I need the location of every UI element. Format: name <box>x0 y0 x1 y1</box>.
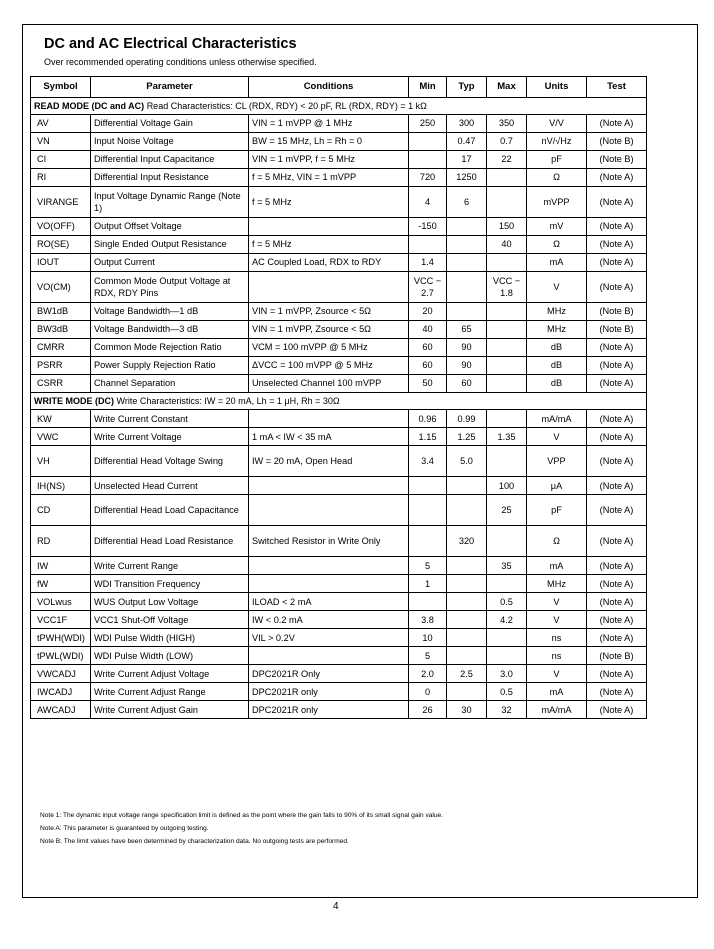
cell-typ <box>447 629 487 647</box>
cell-symbol: VN <box>31 133 91 151</box>
cell-max: 40 <box>487 236 527 254</box>
cell-parameter: Write Current Adjust Gain <box>91 701 249 719</box>
cell-conditions: VCM = 100 mVPP @ 5 MHz <box>249 339 409 357</box>
cell-typ <box>447 477 487 495</box>
table-row <box>31 339 647 357</box>
cell-test: (Note A) <box>587 495 647 526</box>
section-header-write <box>31 393 647 410</box>
cell-test: (Note A) <box>587 218 647 236</box>
cell-parameter: Write Current Voltage <box>91 428 249 446</box>
cell-conditions: f = 5 MHz <box>249 236 409 254</box>
cell-max <box>487 446 527 477</box>
table-row <box>31 593 647 611</box>
cell-units: Ω <box>527 236 587 254</box>
cell-units: MHz <box>527 575 587 593</box>
cell-symbol: VO(CM) <box>31 272 91 303</box>
cell-conditions: BW = 15 MHz, Lh = Rh = 0 <box>249 133 409 151</box>
cell-parameter: Input Noise Voltage <box>91 133 249 151</box>
cell-typ <box>447 557 487 575</box>
header-conditions: Conditions <box>249 77 409 98</box>
cell-test: (Note A) <box>587 339 647 357</box>
cell-min: 1.4 <box>409 254 447 272</box>
cell-symbol: KW <box>31 410 91 428</box>
cell-parameter: Differential Input Capacitance <box>91 151 249 169</box>
cell-parameter: Differential Input Resistance <box>91 169 249 187</box>
cell-min: VCC − 2.7 <box>409 272 447 303</box>
cell-parameter: Write Current Adjust Range <box>91 683 249 701</box>
cell-test: (Note A) <box>587 477 647 495</box>
cell-min: 20 <box>409 303 447 321</box>
header-parameter: Parameter <box>91 77 249 98</box>
cell-typ <box>447 593 487 611</box>
cell-test: (Note A) <box>587 611 647 629</box>
cell-symbol: VH <box>31 446 91 477</box>
cell-test: (Note A) <box>587 169 647 187</box>
table-row <box>31 557 647 575</box>
note-b: Note B: The limit values have been determined by characterization data. No outgoing tests are performed. <box>40 838 349 845</box>
cell-max: 0.7 <box>487 133 527 151</box>
cell-max <box>487 647 527 665</box>
cell-conditions: DPC2021R only <box>249 683 409 701</box>
cell-symbol: IW <box>31 557 91 575</box>
cell-units: dB <box>527 375 587 393</box>
cell-parameter: Write Current Range <box>91 557 249 575</box>
cell-symbol: BW3dB <box>31 321 91 339</box>
cell-parameter: WDI Transition Frequency <box>91 575 249 593</box>
cell-max <box>487 169 527 187</box>
section-label: READ MODE (DC and AC) <box>34 101 145 111</box>
cell-min: 50 <box>409 375 447 393</box>
cell-typ: 5.0 <box>447 446 487 477</box>
cell-typ <box>447 303 487 321</box>
cell-min: 1.15 <box>409 428 447 446</box>
cell-min: 0.96 <box>409 410 447 428</box>
cell-test: (Note A) <box>587 236 647 254</box>
cell-typ <box>447 236 487 254</box>
cell-max <box>487 339 527 357</box>
cell-parameter: WDI Pulse Width (HIGH) <box>91 629 249 647</box>
cell-max <box>487 254 527 272</box>
table-header-row <box>31 77 647 98</box>
table-row <box>31 477 647 495</box>
cell-min: 40 <box>409 321 447 339</box>
cell-max <box>487 357 527 375</box>
cell-conditions: VIN = 1 mVPP, Zsource < 5Ω <box>249 321 409 339</box>
cell-max <box>487 375 527 393</box>
cell-parameter: Output Offset Voltage <box>91 218 249 236</box>
table-row <box>31 683 647 701</box>
cell-symbol: tPWL(WDI) <box>31 647 91 665</box>
cell-test: (Note B) <box>587 321 647 339</box>
cell-min <box>409 526 447 557</box>
cell-min: 4 <box>409 187 447 218</box>
cell-parameter: Write Current Constant <box>91 410 249 428</box>
cell-typ: 17 <box>447 151 487 169</box>
cell-typ: 65 <box>447 321 487 339</box>
cell-typ: 60 <box>447 375 487 393</box>
cell-min: 60 <box>409 357 447 375</box>
cell-min <box>409 477 447 495</box>
cell-symbol: IWCADJ <box>31 683 91 701</box>
cell-conditions: ΔVCC = 100 mVPP @ 5 MHz <box>249 357 409 375</box>
cell-parameter: Channel Separation <box>91 375 249 393</box>
cell-max: 22 <box>487 151 527 169</box>
cell-conditions: VIN = 1 mVPP @ 1 MHz <box>249 115 409 133</box>
table-row <box>31 428 647 446</box>
cell-test: (Note A) <box>587 446 647 477</box>
cell-test: (Note A) <box>587 629 647 647</box>
cell-symbol: VIRANGE <box>31 187 91 218</box>
cell-parameter: Common Mode Rejection Ratio <box>91 339 249 357</box>
cell-units: mA <box>527 557 587 575</box>
cell-test: (Note A) <box>587 410 647 428</box>
cell-typ <box>447 683 487 701</box>
header-max: Max <box>487 77 527 98</box>
table-row <box>31 169 647 187</box>
cell-min: -150 <box>409 218 447 236</box>
cell-conditions: 1 mA < IW < 35 mA <box>249 428 409 446</box>
cell-max: 150 <box>487 218 527 236</box>
cell-max: VCC − 1.8 <box>487 272 527 303</box>
cell-max: 1.35 <box>487 428 527 446</box>
cell-min: 1 <box>409 575 447 593</box>
cell-symbol: CMRR <box>31 339 91 357</box>
cell-symbol: tPWH(WDI) <box>31 629 91 647</box>
table-row <box>31 303 647 321</box>
cell-units: mVPP <box>527 187 587 218</box>
cell-units: V <box>527 665 587 683</box>
cell-typ: 1.25 <box>447 428 487 446</box>
page-number: 4 <box>333 901 339 912</box>
table-row <box>31 187 647 218</box>
cell-units: μA <box>527 477 587 495</box>
cell-conditions <box>249 575 409 593</box>
cell-conditions: VIN = 1 mVPP, Zsource < 5Ω <box>249 303 409 321</box>
cell-parameter: Voltage Bandwidth—3 dB <box>91 321 249 339</box>
cell-test: (Note A) <box>587 701 647 719</box>
cell-min <box>409 593 447 611</box>
header-symbol: Symbol <box>31 77 91 98</box>
cell-test: (Note B) <box>587 647 647 665</box>
cell-conditions <box>249 495 409 526</box>
table-row <box>31 236 647 254</box>
cell-symbol: BW1dB <box>31 303 91 321</box>
cell-units: dB <box>527 339 587 357</box>
table-row <box>31 647 647 665</box>
cell-typ <box>447 495 487 526</box>
cell-test: (Note A) <box>587 115 647 133</box>
cell-test: (Note B) <box>587 303 647 321</box>
cell-min <box>409 236 447 254</box>
cell-units: MHz <box>527 321 587 339</box>
cell-symbol: CD <box>31 495 91 526</box>
cell-max: 3.0 <box>487 665 527 683</box>
cell-test: (Note A) <box>587 187 647 218</box>
cell-max: 0.5 <box>487 593 527 611</box>
table-row <box>31 701 647 719</box>
cell-symbol: PSRR <box>31 357 91 375</box>
cell-symbol: VWC <box>31 428 91 446</box>
cell-conditions: DPC2021R Only <box>249 665 409 683</box>
cell-parameter: Output Current <box>91 254 249 272</box>
table-row <box>31 495 647 526</box>
cell-parameter: WUS Output Low Voltage <box>91 593 249 611</box>
cell-min: 5 <box>409 557 447 575</box>
cell-conditions: VIN = 1 mVPP, f = 5 MHz <box>249 151 409 169</box>
cell-typ: 0.99 <box>447 410 487 428</box>
cell-units: Ω <box>527 169 587 187</box>
section-conditions: Read Characteristics: CL (RDX, RDY) < 20 pF, RL (RDX, RDY) = 1 kΩ <box>146 101 427 111</box>
table-row <box>31 526 647 557</box>
cell-parameter: VCC1 Shut-Off Voltage <box>91 611 249 629</box>
header-test: Test <box>587 77 647 98</box>
cell-parameter: Input Voltage Dynamic Range (Note 1) <box>91 187 249 218</box>
table-row <box>31 375 647 393</box>
write-mode-section <box>31 393 647 719</box>
cell-test: (Note A) <box>587 593 647 611</box>
cell-conditions <box>249 557 409 575</box>
cell-typ: 6 <box>447 187 487 218</box>
cell-test: (Note A) <box>587 272 647 303</box>
cell-parameter: Unselected Head Current <box>91 477 249 495</box>
cell-units: mA <box>527 683 587 701</box>
cell-units: nV/√Hz <box>527 133 587 151</box>
cell-conditions <box>249 218 409 236</box>
cell-test: (Note A) <box>587 557 647 575</box>
cell-test: (Note A) <box>587 575 647 593</box>
cell-test: (Note A) <box>587 665 647 683</box>
cell-conditions: Switched Resistor in Write Only <box>249 526 409 557</box>
cell-conditions: DPC2021R only <box>249 701 409 719</box>
cell-conditions: VIL > 0.2V <box>249 629 409 647</box>
cell-min: 2.0 <box>409 665 447 683</box>
cell-min <box>409 133 447 151</box>
cell-typ: 1250 <box>447 169 487 187</box>
cell-typ <box>447 647 487 665</box>
cell-min: 3.4 <box>409 446 447 477</box>
cell-symbol: VOLwus <box>31 593 91 611</box>
cell-units: ns <box>527 629 587 647</box>
cell-symbol: RI <box>31 169 91 187</box>
cell-parameter: Voltage Bandwidth—1 dB <box>91 303 249 321</box>
cell-conditions <box>249 272 409 303</box>
cell-test: (Note A) <box>587 683 647 701</box>
cell-typ <box>447 611 487 629</box>
cell-max <box>487 303 527 321</box>
cell-typ <box>447 218 487 236</box>
table-row <box>31 410 647 428</box>
cell-typ: 30 <box>447 701 487 719</box>
cell-units: pF <box>527 151 587 169</box>
section-conditions: Write Characteristics: IW = 20 mA, Lh = 1 μH, Rh = 30Ω <box>116 396 340 407</box>
cell-typ <box>447 254 487 272</box>
cell-units: mA/mA <box>527 701 587 719</box>
cell-min: 720 <box>409 169 447 187</box>
cell-conditions: f = 5 MHz, VIN = 1 mVPP <box>249 169 409 187</box>
cell-symbol: VCC1F <box>31 611 91 629</box>
cell-max: 350 <box>487 115 527 133</box>
cell-max <box>487 410 527 428</box>
cell-conditions: f = 5 MHz <box>249 187 409 218</box>
cell-conditions: Unselected Channel 100 mVPP <box>249 375 409 393</box>
cell-min: 3.8 <box>409 611 447 629</box>
cell-units: mA/mA <box>527 410 587 428</box>
table-row <box>31 629 647 647</box>
cell-min <box>409 495 447 526</box>
cell-units: V/V <box>527 115 587 133</box>
cell-symbol: RD <box>31 526 91 557</box>
cell-max <box>487 321 527 339</box>
cell-max: 32 <box>487 701 527 719</box>
cell-test: (Note B) <box>587 151 647 169</box>
cell-min: 0 <box>409 683 447 701</box>
cell-max <box>487 629 527 647</box>
cell-symbol: VO(OFF) <box>31 218 91 236</box>
cell-typ: 0.47 <box>447 133 487 151</box>
cell-max <box>487 187 527 218</box>
cell-typ: 300 <box>447 115 487 133</box>
cell-min: 60 <box>409 339 447 357</box>
cell-units: V <box>527 593 587 611</box>
cell-test: (Note A) <box>587 357 647 375</box>
note-a: Note A: This parameter is guaranteed by outgoing testing. <box>40 825 209 832</box>
cell-test: (Note A) <box>587 375 647 393</box>
cell-units: V <box>527 428 587 446</box>
characteristics-table <box>30 76 647 719</box>
page-subtitle: Over recommended operating conditions unless otherwise specified. <box>44 57 317 67</box>
section-header-row <box>31 98 647 115</box>
cell-units: dB <box>527 357 587 375</box>
cell-symbol: IOUT <box>31 254 91 272</box>
cell-typ <box>447 272 487 303</box>
table-row <box>31 357 647 375</box>
cell-max: 100 <box>487 477 527 495</box>
header-min: Min <box>409 77 447 98</box>
cell-parameter: Common Mode Output Voltage at RDX, RDY Pins <box>91 272 249 303</box>
cell-max: 25 <box>487 495 527 526</box>
cell-units: MHz <box>527 303 587 321</box>
cell-parameter: Differential Head Voltage Swing <box>91 446 249 477</box>
cell-min: 250 <box>409 115 447 133</box>
cell-typ: 90 <box>447 339 487 357</box>
cell-max <box>487 526 527 557</box>
read-mode-section <box>31 98 647 393</box>
table-row <box>31 151 647 169</box>
cell-symbol: RO(SE) <box>31 236 91 254</box>
cell-min: 26 <box>409 701 447 719</box>
cell-symbol: fW <box>31 575 91 593</box>
cell-units: Ω <box>527 526 587 557</box>
cell-typ <box>447 575 487 593</box>
cell-test: (Note A) <box>587 428 647 446</box>
cell-units: V <box>527 272 587 303</box>
cell-units: mA <box>527 254 587 272</box>
cell-units: ns <box>527 647 587 665</box>
section-header-row <box>31 393 647 410</box>
cell-test: (Note A) <box>587 526 647 557</box>
table-row <box>31 665 647 683</box>
cell-symbol: VWCADJ <box>31 665 91 683</box>
cell-symbol: IH(NS) <box>31 477 91 495</box>
cell-units: pF <box>527 495 587 526</box>
cell-units: VPP <box>527 446 587 477</box>
cell-conditions: AC Coupled Load, RDX to RDY <box>249 254 409 272</box>
cell-units: V <box>527 611 587 629</box>
section-label: WRITE MODE (DC) <box>34 396 114 407</box>
cell-parameter: Differential Head Load Capacitance <box>91 495 249 526</box>
cell-parameter: Single Ended Output Resistance <box>91 236 249 254</box>
cell-typ: 90 <box>447 357 487 375</box>
cell-max: 4.2 <box>487 611 527 629</box>
cell-conditions <box>249 647 409 665</box>
cell-units: mV <box>527 218 587 236</box>
table-row <box>31 254 647 272</box>
cell-conditions <box>249 410 409 428</box>
table-row <box>31 133 647 151</box>
cell-parameter: Power Supply Rejection Ratio <box>91 357 249 375</box>
cell-min <box>409 151 447 169</box>
table-row <box>31 321 647 339</box>
table-row <box>31 218 647 236</box>
table-row <box>31 575 647 593</box>
cell-test: (Note A) <box>587 254 647 272</box>
page-title: DC and AC Electrical Characteristics <box>44 36 297 52</box>
cell-symbol: CI <box>31 151 91 169</box>
cell-symbol: AV <box>31 115 91 133</box>
section-header-read <box>31 98 647 115</box>
header-units: Units <box>527 77 587 98</box>
cell-typ: 2.5 <box>447 665 487 683</box>
table-row <box>31 272 647 303</box>
header-typ: Typ <box>447 77 487 98</box>
cell-conditions <box>249 477 409 495</box>
cell-max <box>487 575 527 593</box>
cell-max: 0.5 <box>487 683 527 701</box>
table-row <box>31 446 647 477</box>
cell-symbol: CSRR <box>31 375 91 393</box>
cell-parameter: Differential Head Load Resistance <box>91 526 249 557</box>
cell-test: (Note B) <box>587 133 647 151</box>
cell-conditions: ILOAD < 2 mA <box>249 593 409 611</box>
cell-max: 35 <box>487 557 527 575</box>
table-row <box>31 611 647 629</box>
note-1: Note 1: The dynamic input voltage range specification limit is defined as the point where the gain falls to 90% of its small signal gain value. <box>40 812 444 819</box>
cell-conditions: IW = 20 mA, Open Head <box>249 446 409 477</box>
cell-typ: 320 <box>447 526 487 557</box>
cell-min: 10 <box>409 629 447 647</box>
cell-parameter: Differential Voltage Gain <box>91 115 249 133</box>
table-row <box>31 115 647 133</box>
cell-min: 5 <box>409 647 447 665</box>
cell-parameter: Write Current Adjust Voltage <box>91 665 249 683</box>
cell-parameter: WDI Pulse Width (LOW) <box>91 647 249 665</box>
cell-symbol: AWCADJ <box>31 701 91 719</box>
cell-conditions: IW < 0.2 mA <box>249 611 409 629</box>
